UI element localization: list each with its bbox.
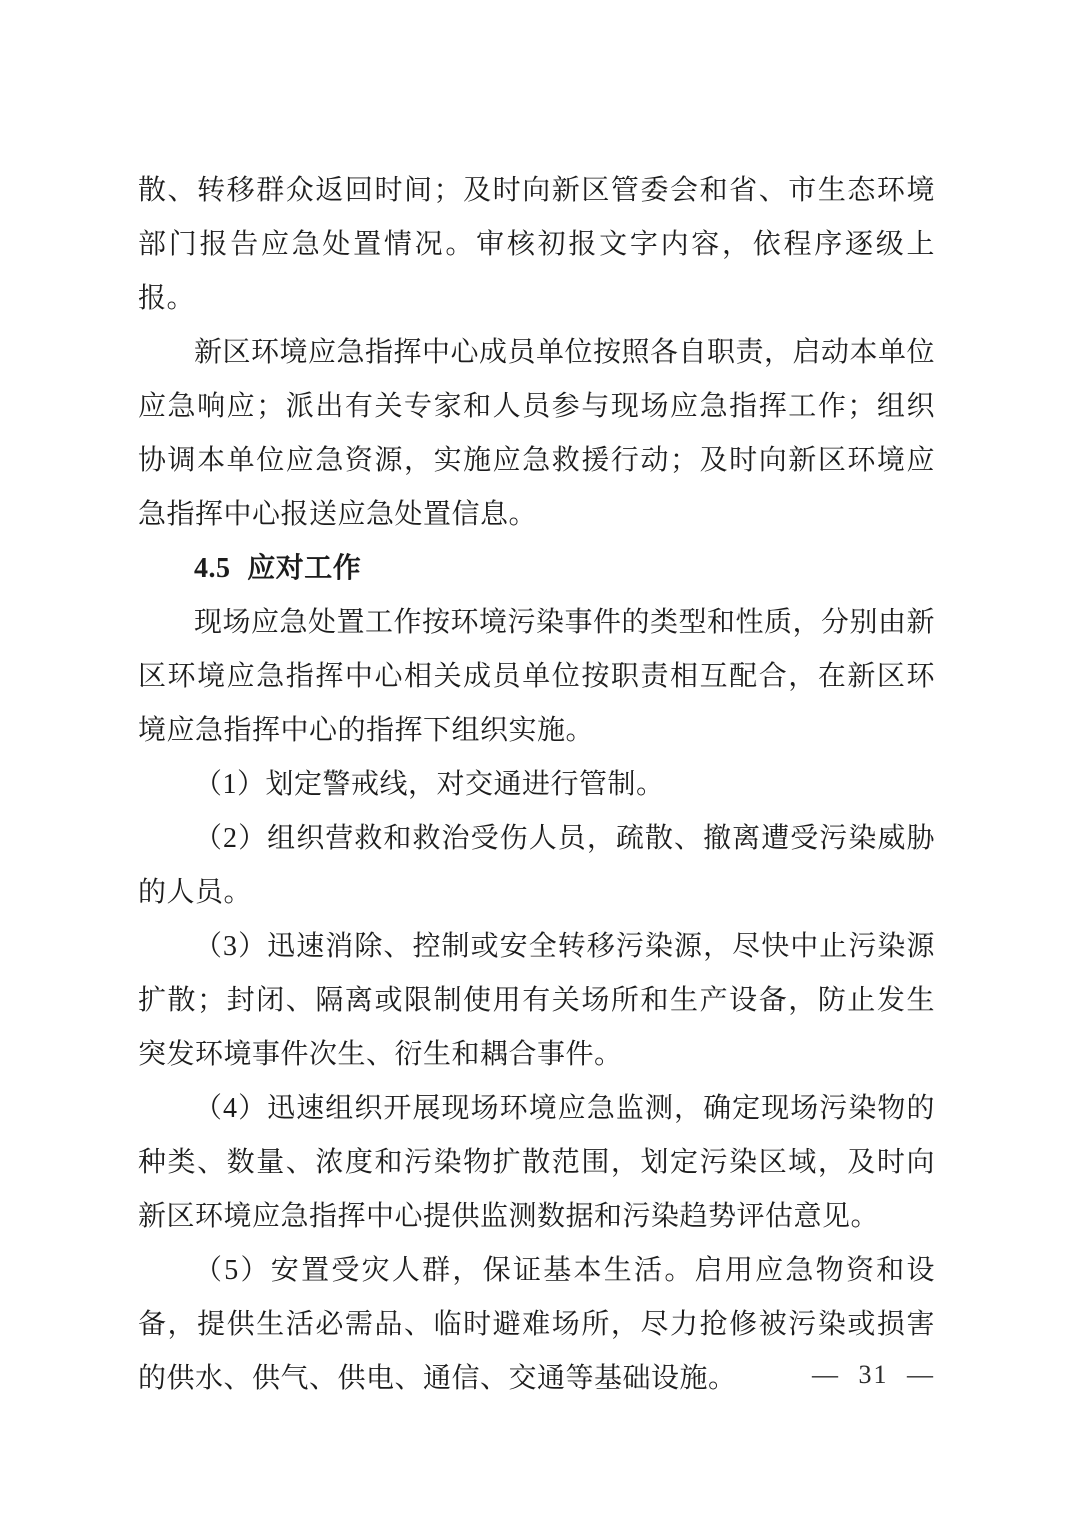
list-item-1-cordon: （1）划定警戒线，对交通进行管制。	[194, 769, 665, 800]
paragraph-report-continuation: 散、转移群众返回时间；及时向新区管委会和省、市生态环境部门报告应急处置情况。审核初报文字内容，依程序逐级上报。	[138, 175, 935, 314]
section-heading-4-5	[138, 542, 935, 596]
document-body	[138, 164, 935, 1406]
paragraph-onsite-response: 现场应急处置工作按环境污染事件的类型和性质，分别由新区环境应急指挥中心相关成员单位按职责相互配合，在新区环境应急指挥中心的指挥下组织实施。	[138, 607, 936, 746]
page-number: — 31 —	[812, 1360, 935, 1389]
list-item-5-resettle-victims: （5）安置受灾人群，保证基本生活。启用应急物资和设备，提供生活必需品、临时避难场所，尽力抢修被污染或损害的供水、供气、供电、通信、交通等基础设施。	[138, 1255, 935, 1394]
paragraph-member-units-duties: 新区环境应急指挥中心成员单位按照各自职责，启动本单位应急响应；派出有关专家和人员参与现场应急指挥工作；组织协调本单位应急资源，实施应急救援行动；及时向新区环境应急指挥中心报送应急处置信息。	[138, 337, 936, 530]
list-item-2-rescue-evacuate: （2）组织营救和救治受伤人员，疏散、撤离遭受污染威胁的人员。	[138, 823, 935, 908]
list-item-4-emergency-monitoring: （4）迅速组织开展现场环境应急监测，确定现场污染物的种类、数量、浓度和污染物扩散范围，划定污染区域，及时向新区环境应急指挥中心提供监测数据和污染趋势评估意见。	[138, 1093, 935, 1232]
section-number: 4.5	[194, 553, 231, 584]
list-item-3-control-pollution-source: （3）迅速消除、控制或安全转移污染源，尽快中止污染源扩散；封闭、隔离或限制使用有关场所和生产设备，防止发生突发环境事件次生、衍生和耦合事件。	[138, 931, 935, 1070]
section-title: 应对工作	[247, 553, 362, 584]
